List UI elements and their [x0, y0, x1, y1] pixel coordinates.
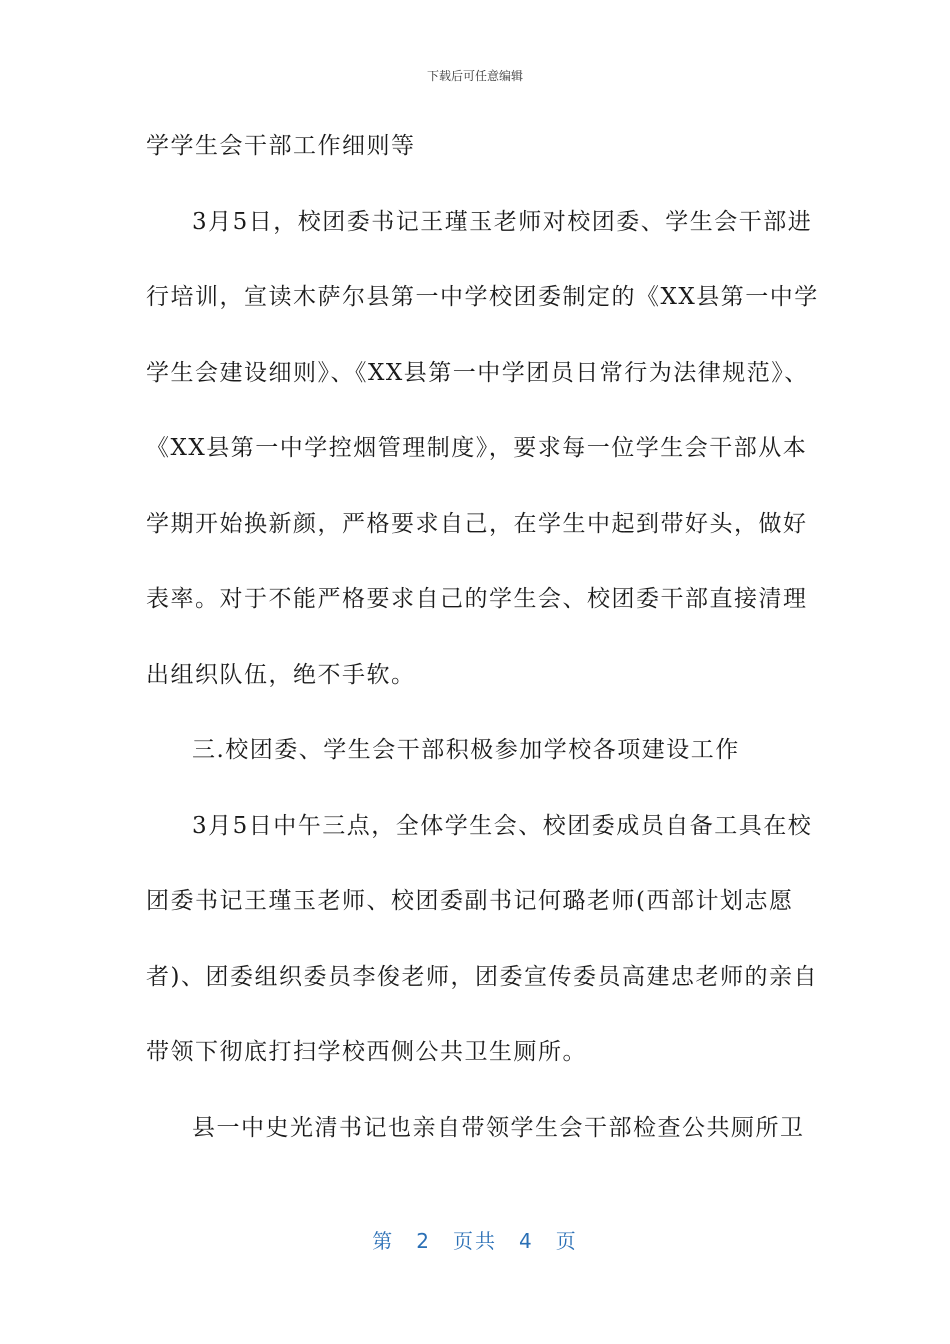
page-middle: 页共	[453, 1229, 497, 1253]
text-line: 带领下彻底打扫学校西侧公共卫生厕所。	[146, 1039, 587, 1065]
total-pages: 4	[519, 1229, 534, 1253]
text-line: 3月5日中午三点，全体学生会、校团委成员自备工具在校	[192, 812, 813, 839]
page-suffix: 页	[555, 1229, 578, 1253]
page-footer	[0, 1225, 950, 1254]
page-number: 2	[416, 1229, 431, 1253]
text-line: 团委书记王瑾玉老师、校团委副书记何璐老师(西部计划志愿	[146, 888, 794, 914]
text-line: 县一中史光清书记也亲自带领学生会干部检查公共厕所卫	[192, 1114, 805, 1141]
text-line: 学学生会干部工作细则等	[146, 133, 416, 159]
text-line: 者)、团委组织委员李俊老师，团委宣传委员高建忠老师的亲自	[146, 963, 818, 990]
text-line: 出组织队伍，绝不手软。	[146, 661, 416, 688]
text-line: 表率。对于不能严格要求自己的学生会、校团委干部直接清理	[146, 586, 808, 612]
header-note: 下载后可任意编辑	[426, 69, 523, 83]
page-prefix: 第	[372, 1229, 395, 1253]
text-line: 学生会建设细则》、《XX县第一中学团员日常行为法律规范》、	[146, 359, 809, 386]
text-line: 《XX县第一中学控烟管理制度》，要求每一位学生会干部从本	[146, 435, 808, 461]
text-line: 行培训，宣读木萨尔县第一中学校团委制定的《XX县第一中学	[146, 284, 819, 310]
section-heading: 三.校团委、学生会干部积极参加学校各项建设工作	[192, 737, 740, 763]
text-line: 3月5日，校团委书记王瑾玉老师对校团委、学生会干部进	[192, 208, 813, 235]
document-body	[146, 118, 819, 1175]
text-line: 学期开始换新颜，严格要求自己，在学生中起到带好头，做好	[146, 510, 808, 537]
